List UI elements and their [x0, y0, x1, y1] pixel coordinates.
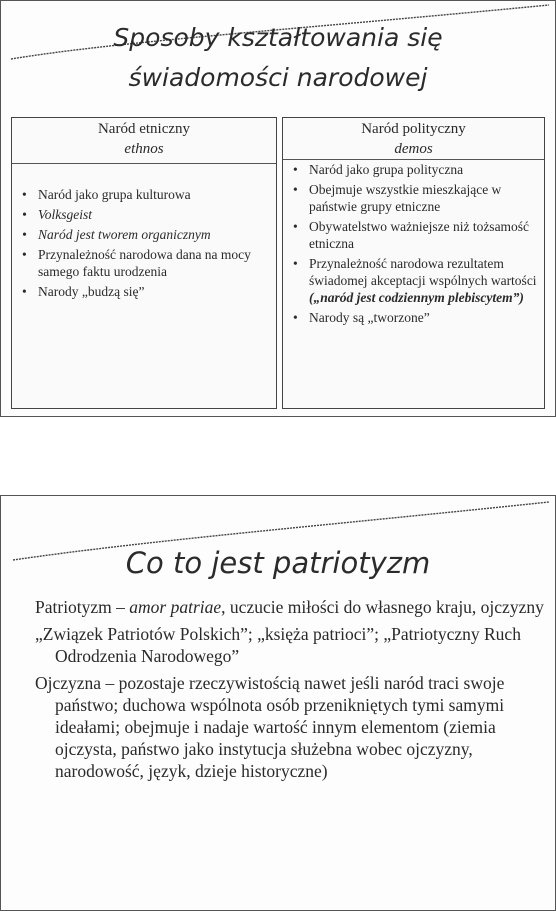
slide-patriotism [0, 495, 556, 911]
paragraph-rest: , uczucie miłości do własnego kraju, ojczyzny [221, 597, 544, 617]
slide-national-consciousness [0, 0, 556, 417]
political-nation-box [282, 117, 545, 409]
list-item: • Naród jako grupa kulturowa [38, 186, 270, 203]
list-item: • Narody „budzą się” [38, 283, 270, 300]
slide-title: Co to jest patriotyzm [125, 546, 431, 580]
slide-body [35, 596, 545, 787]
political-nation-list [283, 160, 544, 326]
list-item: • Obejmuje wszystkie mieszkające w państwie grupy etniczne [309, 181, 538, 215]
list-item-text: Przynależność narodowa rezultatem świadomej akceptacji wspólnych wartości [309, 256, 537, 288]
paragraph-term: amor patriae [129, 597, 222, 617]
list-item: • Obywatelstwo ważniejsze niż tożsamość etniczna [309, 218, 538, 252]
slide-title-line1: Sposoby kształtowania się [113, 23, 443, 52]
ethnic-nation-list [12, 164, 276, 300]
paragraph-homeland: Ojczyzna – pozostaje rzeczywistością nawet jeśli naród traci swoje państwo; duchowa wspólnota osób przenikniętych tymi samymi ideałami; obejmuje i nadaje wartość innym elementom (ziemia ojczysta, państwo jako instytucja służebna wobec ojczyzny, narodowość, język, dzieje historyczne) [35, 673, 505, 781]
political-nation-subheader: demos [283, 139, 544, 160]
paragraph-lead: Patriotyzm – [35, 597, 130, 617]
paragraph-patriotism [35, 596, 545, 618]
list-item: • Narody są „tworzone” [309, 309, 538, 326]
list-item: • Volksgeist [38, 206, 270, 223]
paragraph-examples: „Związek Patriotów Polskich”; „księża patrioci”; „Patriotyczny Ruch Odrodzenia Narodowego” [35, 624, 521, 666]
list-item: • Przynależność narodowa dana na mocy samego faktu urodzenia [38, 246, 270, 280]
political-nation-header: Naród polityczny [361, 121, 466, 137]
ethnic-nation-subheader: ethnos [12, 139, 276, 164]
ethnic-nation-box [11, 117, 277, 409]
slide-title-line2: świadomości narodowej [128, 63, 428, 92]
list-item: • Naród jako grupa polityczna [309, 161, 538, 178]
list-item-quote: („naród jest codziennym plebiscytem”) [309, 290, 524, 305]
list-item: • Naród jest tworem organicznym [38, 226, 270, 243]
list-item [309, 255, 538, 306]
ethnic-nation-header: Naród etniczny [97, 121, 191, 137]
